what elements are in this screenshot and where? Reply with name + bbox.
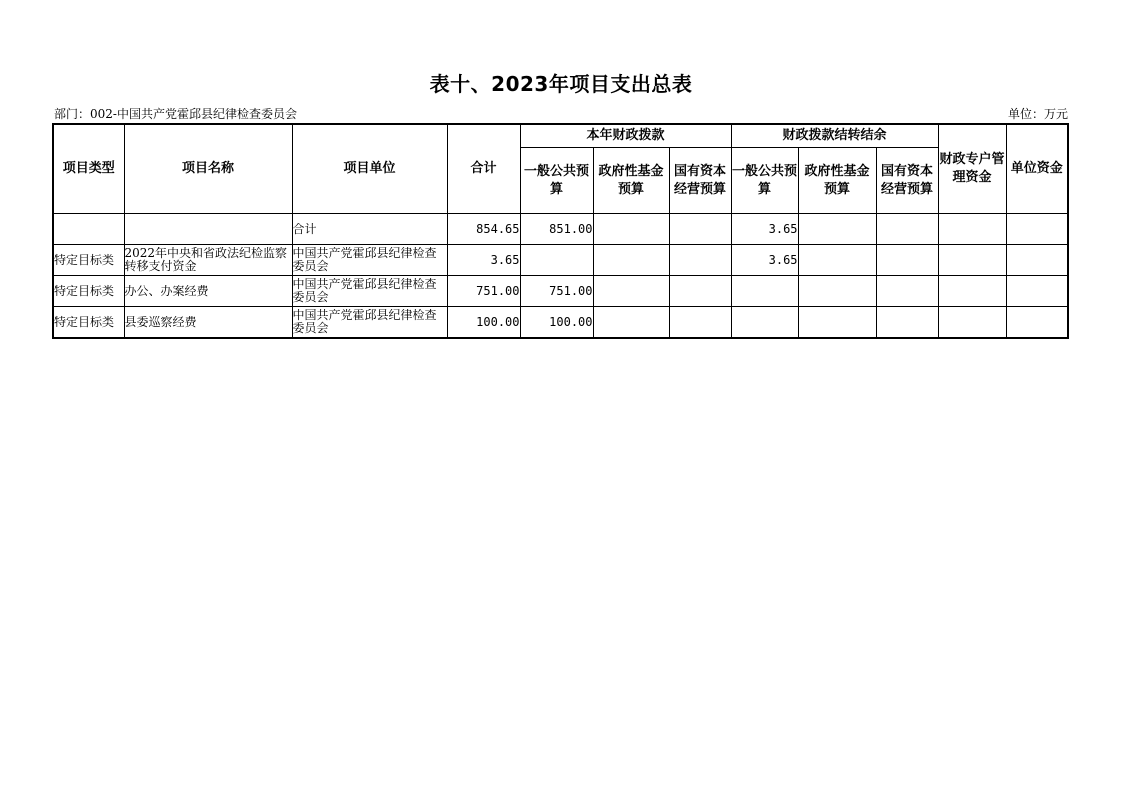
cell-state-capital	[669, 245, 731, 276]
header-project-unit: 项目单位	[292, 124, 447, 214]
cell-carry-state-capital	[876, 276, 938, 307]
cell-name: 县委巡察经费	[124, 307, 292, 339]
header-unit-funds: 单位资金	[1006, 124, 1068, 214]
cell-unit: 中国共产党霍邱县纪律检查委员会	[292, 276, 447, 307]
cell-type: 特定目标类	[53, 245, 124, 276]
table-row	[53, 276, 1068, 307]
cell-unit: 中国共产党霍邱县纪律检查委员会	[292, 245, 447, 276]
cell-type: 特定目标类	[53, 276, 124, 307]
header-special-account: 财政专户管理资金	[938, 124, 1006, 214]
cell-carry-gov-fund	[798, 276, 876, 307]
cell-general-public: 751.00	[520, 276, 593, 307]
table-row	[53, 307, 1068, 339]
cell-special-account	[938, 307, 1006, 339]
header-carry-general-public: 一般公共预算	[731, 148, 798, 214]
header-general-public: 一般公共预算	[520, 148, 593, 214]
cell-unit-funds	[1006, 307, 1068, 339]
table-row	[53, 214, 1068, 245]
cell-special-account	[938, 214, 1006, 245]
cell-total: 751.00	[447, 276, 520, 307]
cell-state-capital	[669, 214, 731, 245]
cell-unit: 合计	[292, 214, 447, 245]
cell-gov-fund	[593, 307, 669, 339]
cell-name: 2022年中央和省政法纪检监察转移支付资金	[124, 245, 292, 276]
cell-total: 3.65	[447, 245, 520, 276]
header-group-current-year: 本年财政拨款	[520, 124, 731, 148]
cell-carry-general-public: 3.65	[731, 214, 798, 245]
cell-gov-fund	[593, 245, 669, 276]
header-project-type: 项目类型	[53, 124, 124, 214]
cell-general-public	[520, 245, 593, 276]
cell-general-public: 851.00	[520, 214, 593, 245]
header-total: 合计	[447, 124, 520, 214]
cell-carry-gov-fund	[798, 214, 876, 245]
cell-general-public: 100.00	[520, 307, 593, 339]
cell-state-capital	[669, 276, 731, 307]
department-label: 部门：002-中国共产党霍邱县纪律检查委员会	[54, 107, 297, 121]
cell-gov-fund	[593, 214, 669, 245]
header-project-name: 项目名称	[124, 124, 292, 214]
cell-unit-funds	[1006, 214, 1068, 245]
cell-carry-state-capital	[876, 245, 938, 276]
cell-carry-gov-fund	[798, 307, 876, 339]
header-group-carryover: 财政拨款结转结余	[731, 124, 938, 148]
cell-type	[53, 214, 124, 245]
table-row	[53, 245, 1068, 276]
cell-state-capital	[669, 307, 731, 339]
cell-total: 100.00	[447, 307, 520, 339]
header-state-capital: 国有资本经营预算	[669, 148, 731, 214]
cell-total: 854.65	[447, 214, 520, 245]
cell-carry-general-public: 3.65	[731, 245, 798, 276]
cell-special-account	[938, 276, 1006, 307]
project-expenditure-table	[52, 123, 1069, 339]
unit-label: 单位：万元	[1007, 107, 1068, 121]
cell-unit: 中国共产党霍邱县纪律检查委员会	[292, 307, 447, 339]
cell-name	[124, 214, 292, 245]
header-carry-state-capital: 国有资本经营预算	[876, 148, 938, 214]
cell-carry-general-public	[731, 307, 798, 339]
cell-type: 特定目标类	[53, 307, 124, 339]
page-title: 表十、2023年项目支出总表	[429, 72, 693, 96]
cell-carry-general-public	[731, 276, 798, 307]
cell-carry-gov-fund	[798, 245, 876, 276]
header-gov-fund: 政府性基金预算	[593, 148, 669, 214]
cell-gov-fund	[593, 276, 669, 307]
header-carry-gov-fund: 政府性基金预算	[798, 148, 876, 214]
cell-unit-funds	[1006, 245, 1068, 276]
cell-special-account	[938, 245, 1006, 276]
cell-name: 办公、办案经费	[124, 276, 292, 307]
cell-carry-state-capital	[876, 307, 938, 339]
cell-unit-funds	[1006, 276, 1068, 307]
cell-carry-state-capital	[876, 214, 938, 245]
